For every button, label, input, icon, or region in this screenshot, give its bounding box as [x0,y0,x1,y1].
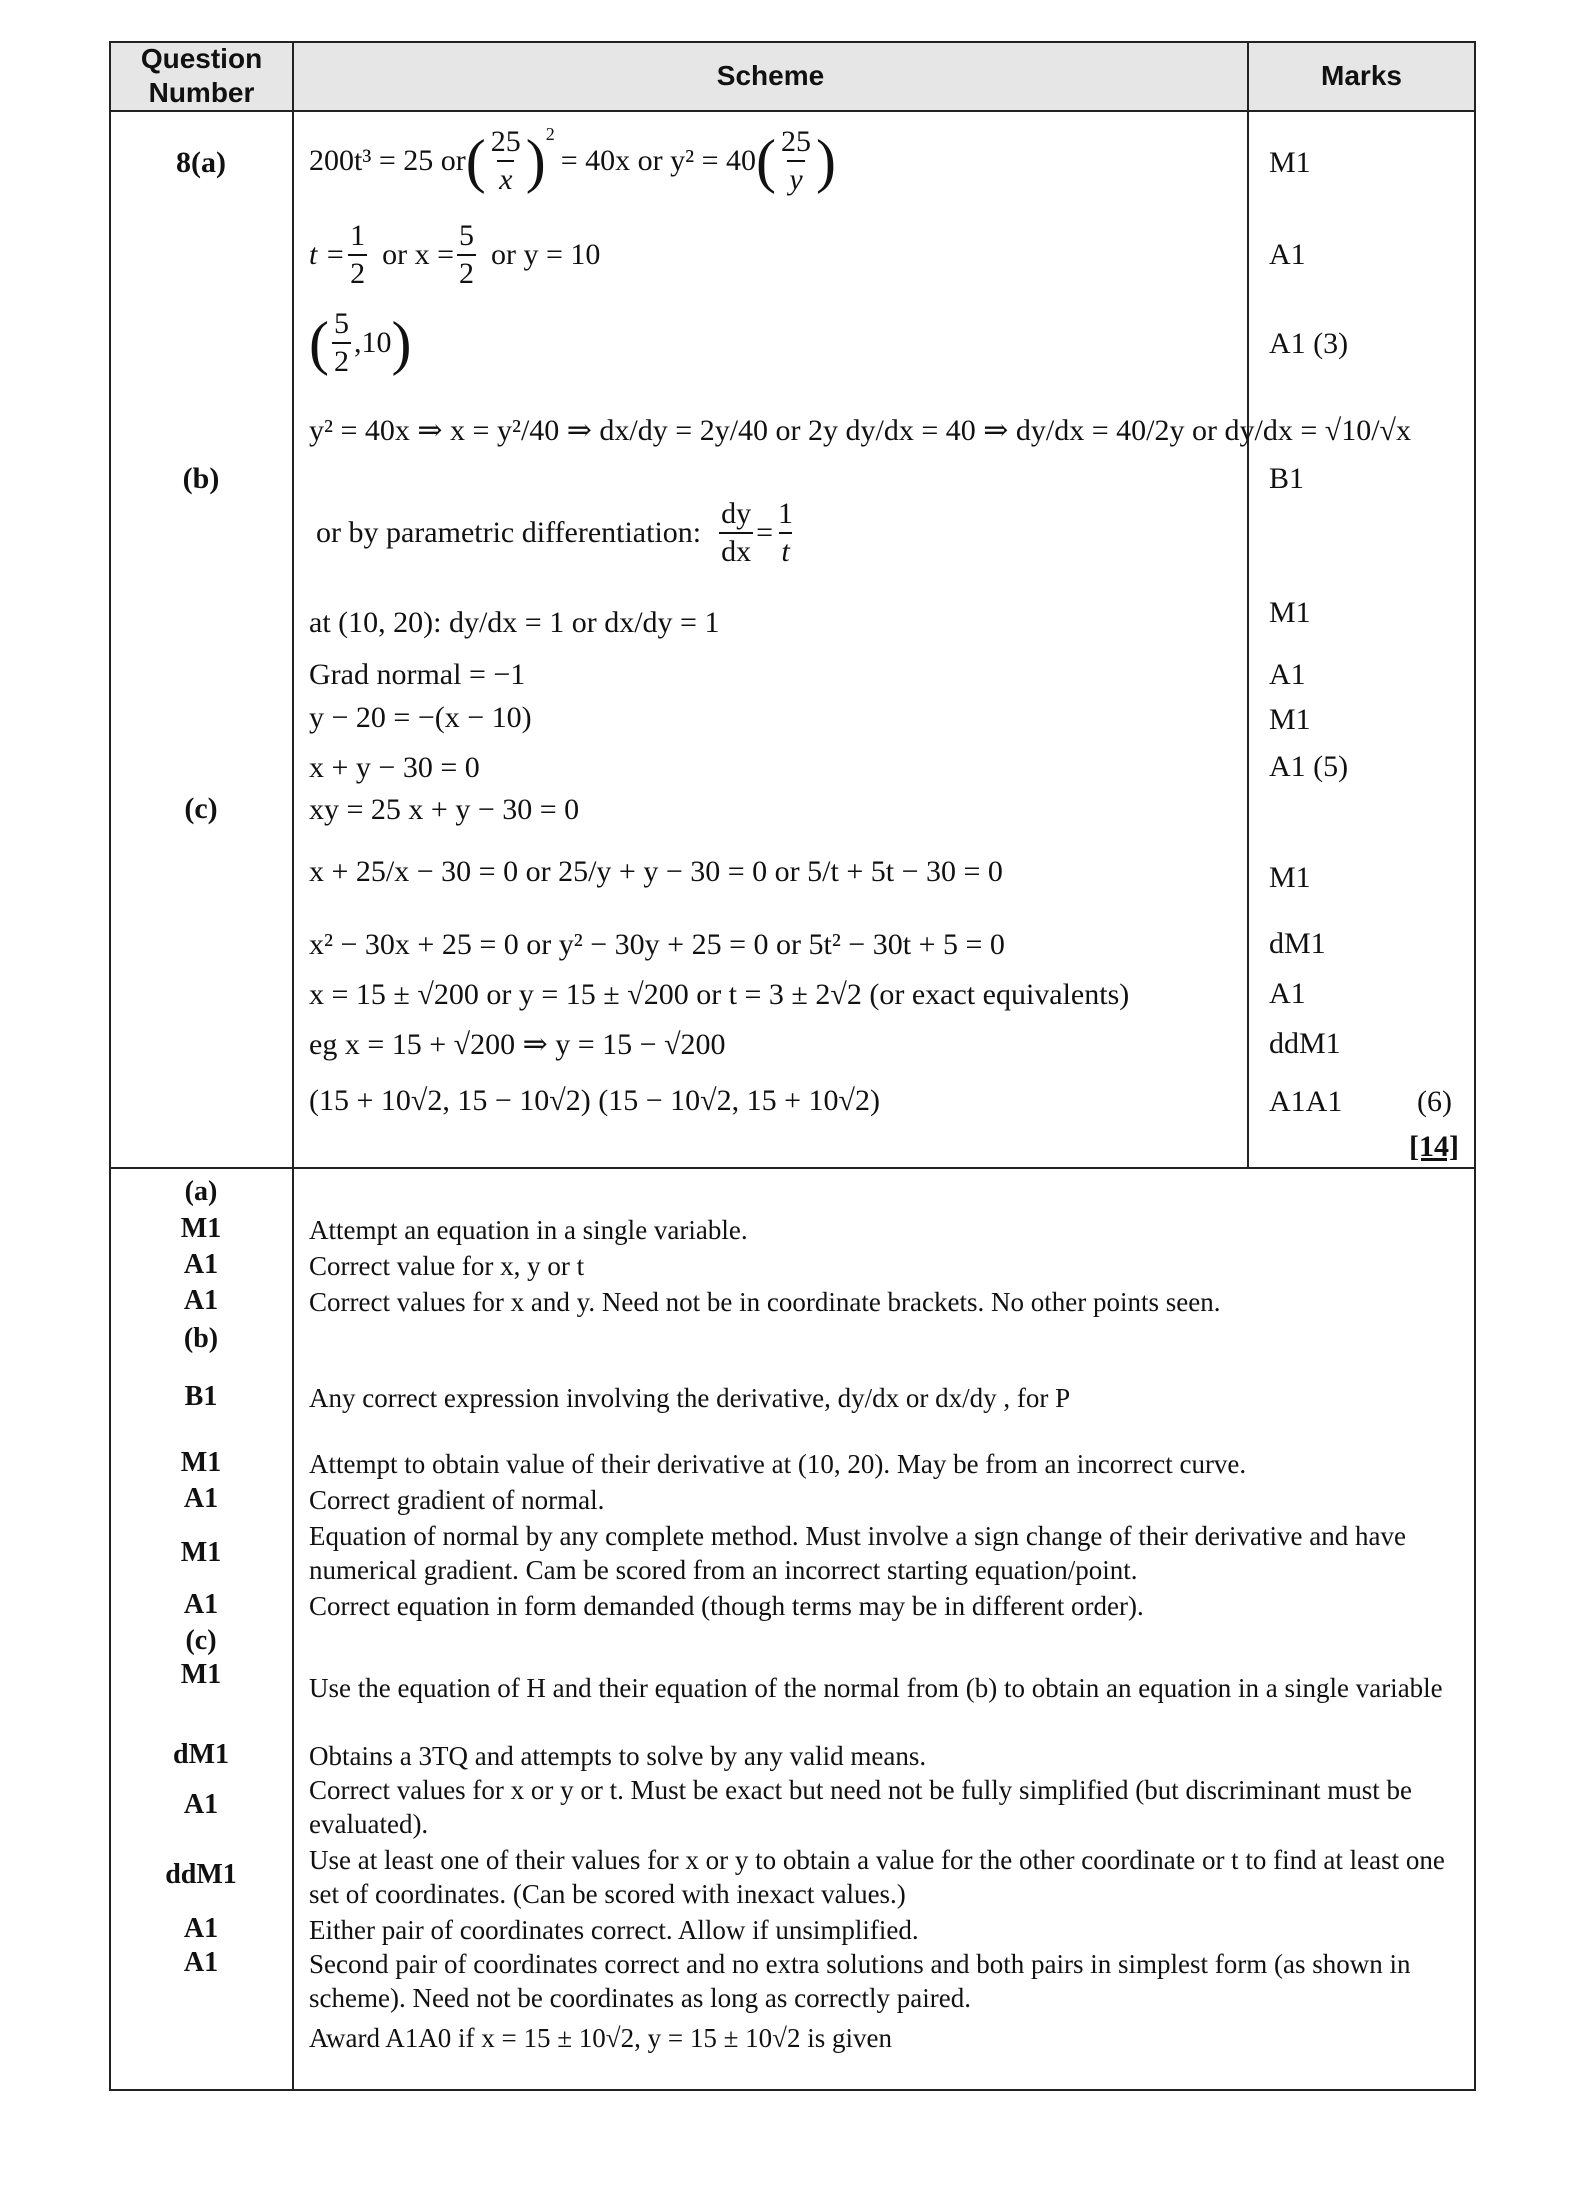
notes-b-a1b-text: Correct equation in form demanded (though terms may be in different order). [309,1591,1144,1621]
scheme-c-line-6: (15 + 10√2, 15 − 10√2) (15 − 10√2, 15 + 10√2) [309,1084,880,1117]
mark-a-2: A1 [1269,238,1306,271]
notes-b-a1-text: Correct gradient of normal. [309,1485,605,1515]
notes-b-b1-label: B1 [184,1381,218,1412]
notes-b-m1b-label: M1 [180,1537,222,1568]
col-divider-2 [1247,43,1249,1169]
notes-a-m1-text: Attempt an equation in a single variable. [309,1215,748,1245]
notes-b-b1-text: Any correct expression involving the derivative, dy/dx or dx/dy , for P [309,1383,1071,1413]
notes-c-dm1-label: dM1 [173,1739,229,1770]
mark-b-4: M1 [1269,703,1311,736]
part-c-label: (c) [184,792,218,825]
notes-c-m1-text: Use the equation of H and their equation of the normal from (b) to obtain an equation in a single variable [309,1673,1443,1703]
header-marks: Marks [1321,60,1402,91]
notes-b-m1-text: Attempt to obtain value of their derivative at (10, 20). May be from an incorrect curve. [309,1449,1247,1479]
notes-c-a1c-label: A1 [183,1947,219,1978]
scheme-a-line-2: t = $\frac{1}{2}$ or x = $\frac{5}{2}$ or y = 10 [309,219,601,290]
notes-c-a1-label: A1 [183,1789,219,1820]
part-a-label: 8(a) [176,146,226,179]
mark-a-1: M1 [1269,146,1311,179]
notes-b-a1-label: A1 [183,1483,219,1514]
scheme-b-line-3: at (10, 20): dy/dx = 1 or dx/dy = 1 [309,606,720,639]
scheme-b-line-1: y² = 40x ⇒ x = y²/40 ⇒ dx/dy = 2y/40 or 2y dy/dx = 40 ⇒ dy/dx = 40/2y or dy/dx = √10/√x [309,414,1412,447]
notes-a-m1-label: M1 [180,1213,222,1244]
mark-b-3: A1 [1269,658,1306,691]
scheme-b-line-6: x + y − 30 = 0 [309,751,480,784]
notes-c-award-text: Award A1A0 if x = 15 ± 10√2, y = 15 ± 10√2 is given [309,2023,892,2053]
notes-c-a1c-text: Second pair of coordinates correct and no extra solutions and both pairs in simplest form (as shown in scheme). Need not be coordinates as long as correctly paired. [309,1949,1411,2013]
mark-a-3: A1 (3) [1269,327,1349,360]
mark-b-5: A1 (5) [1269,750,1349,783]
notes-c-dm1-text: Obtains a 3TQ and attempts to solve by any valid means. [309,1741,927,1771]
notes-b-m1-label: M1 [180,1447,222,1478]
scheme-c-line-2: x + 25/x − 30 = 0 or 25/y + y − 30 = 0 or 5/t + 5t − 30 = 0 [309,855,1003,888]
notes-c-a1b-label: A1 [183,1913,219,1944]
part-b-label: (b) [182,462,220,495]
notes-c-ddm1-label: ddM1 [165,1859,237,1890]
notes-c-a1-text: Correct values for x or y or t. Must be exact but need not be fully simplified (but discriminant must be evaluated). [309,1775,1413,1839]
mark-c-4: ddM1 [1269,1027,1341,1060]
notes-b-a1b-label: A1 [183,1589,219,1620]
notes-b-m1b-text: Equation of normal by any complete method. Must involve a sign change of their derivative and have numerical gradient. Cam be scored from an incorrect starting equation/point. [309,1521,1406,1585]
scheme-b-line-4: Grad normal = −1 [309,658,526,691]
notes-divider [111,1167,1474,1169]
mark-c-3: A1 [1269,977,1306,1010]
scheme-c-line-3: x² − 30x + 25 = 0 or y² − 30y + 25 = 0 or 5t² − 30t + 5 = 0 [309,928,1005,961]
mark-c-total: (6) [1417,1085,1452,1118]
scheme-b-line-2: or by parametric differentiation: $\frac{dy}{dx}$ = $\frac{1}{t}$ [316,497,794,568]
mark-scheme-table [109,41,1476,2091]
scheme-b-line-5: y − 20 = −(x − 10) [309,701,532,734]
mark-b-1: B1 [1269,462,1305,495]
notes-c-heading: (c) [185,1625,217,1656]
scheme-c-line-4: x = 15 ± √200 or y = 15 ± √200 or t = 3 ± 2√2 (or exact equivalents) [309,978,1130,1011]
notes-c-a1b-text: Either pair of coordinates correct. Allow if unsimplified. [309,1915,919,1945]
notes-a-a1-text: Correct value for x, y or t [309,1251,585,1281]
grand-total: [14] [1409,1130,1459,1163]
scheme-c-line-1: xy = 25 x + y − 30 = 0 [309,793,580,826]
notes-a-a1b-label: A1 [183,1285,219,1316]
mark-c-5: A1A1 [1269,1085,1343,1118]
header-divider [111,110,1474,112]
mark-c-1: M1 [1269,861,1311,894]
scheme-c-line-5: eg x = 15 + √200 ⇒ y = 15 − √200 [309,1028,726,1061]
scheme-a-line-3: ( $\frac{5}{2}$ ,10 ) [309,307,412,378]
notes-a-a1-label: A1 [183,1249,219,1280]
notes-a-heading: (a) [184,1176,218,1207]
mark-c-2: dM1 [1269,927,1326,960]
header-scheme: Scheme [716,60,825,91]
notes-b-heading: (b) [183,1323,219,1354]
notes-c-ddm1-text: Use at least one of their values for x or y to obtain a value for the other coordinate or t to find at least one set of coordinates. (Can be scored with inexact values.) [309,1845,1445,1909]
mark-b-2: M1 [1269,596,1311,629]
notes-c-m1-label: M1 [180,1659,222,1690]
header-question-number: Question Number [140,43,263,108]
scheme-a-line-1: 200t³ = 25 or ( $\frac{25}{x}$ ) 2 = 40x or y² = 40 ( $\frac{25}{y}$ ) [309,124,837,196]
col-divider-1 [292,43,294,2089]
notes-a-a1b-text: Correct values for x and y. Need not be in coordinate brackets. No other points seen. [309,1287,1221,1317]
